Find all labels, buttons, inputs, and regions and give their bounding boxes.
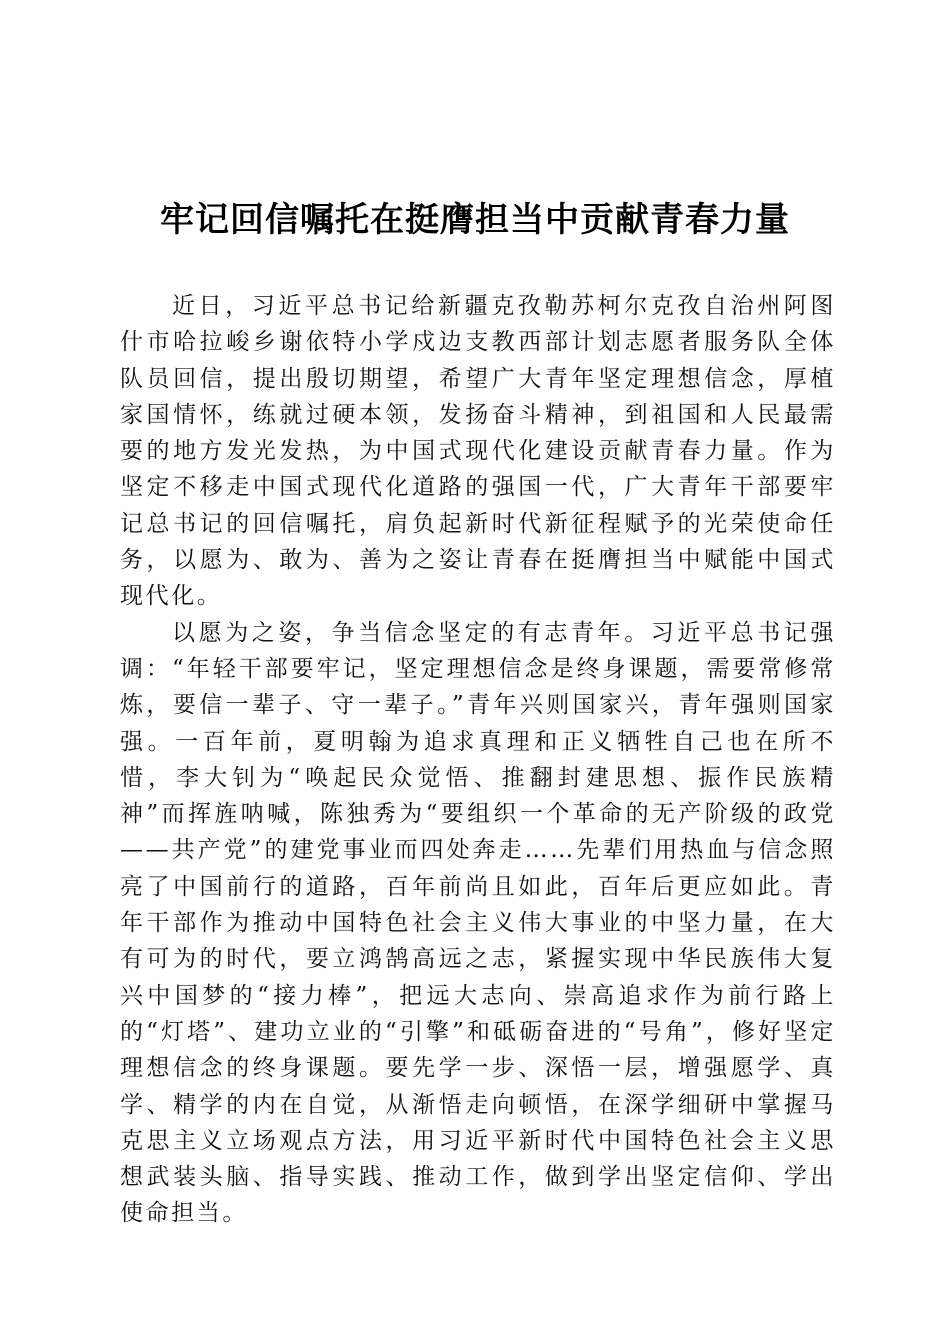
document-title: 牢记回信嘱托在挺膺担当中贡献青春力量 bbox=[160, 200, 790, 240]
paragraph-1: 近日，习近平总书记给新疆克孜勒苏柯尔克孜自治州阿图什市哈拉峻乡谢依特小学戍边支教西部计划志愿者服务队全体队员回信，提出殷切期望，希望广大青年坚定理想信念，厚植家国情怀，练就过硬本领，发扬奋斗精神，到祖国和人民最需要的地方发光发热，为中国式现代化建设贡献青春力量。作为坚定不移走中国式现代化道路的强国一代，广大青年干部要牢记总书记的回信嘱托，肩负起新时代新征程赋予的光荣使命任务，以愿为、敢为、善为之姿让青春在挺膺担当中赋能中国式现代化。 bbox=[120, 293, 836, 610]
document-body bbox=[120, 288, 836, 1232]
paragraph-2: 以愿为之姿，争当信念坚定的有志青年。习近平总书记强调：“年轻干部要牢记，坚定理想信念是终身课题，需要常修常炼，要信一辈子、守一辈子。”青年兴则国家兴，青年强则国家强。一百年前，夏明翰为追求真理和正义牺牲自己也在所不惜，李大钊为“唤起民众觉悟、推翻封建思想、振作民族精神”而挥旌呐喊，陈独秀为“要组织一个革命的无产阶级的政党——共产党”的建党事业而四处奔走……先辈们用热血与信念照亮了中国前行的道路，百年前尚且如此，百年后更应如此。青年干部作为推动中国特色社会主义伟大事业的中坚力量，在大有可为的时代，要立鸿鹄高远之志，紧握实现中华民族伟大复兴中国梦的“接力棒”，把远大志向、崇高追求作为前行路上的“灯塔”、建功立业的“引擎”和砥砺奋进的“号角”，修好坚定理想信念的终身课题。要先学一步、深悟一层，增强愿学、真学、精学的内在自觉，从渐悟走向顿悟，在深学细研中掌握马克思主义立场观点方法，用习近平新时代中国特色社会主义思想武装头脑、指导实践、推动工作，做到学出坚定信仰、学出使命担当。 bbox=[120, 619, 836, 1227]
